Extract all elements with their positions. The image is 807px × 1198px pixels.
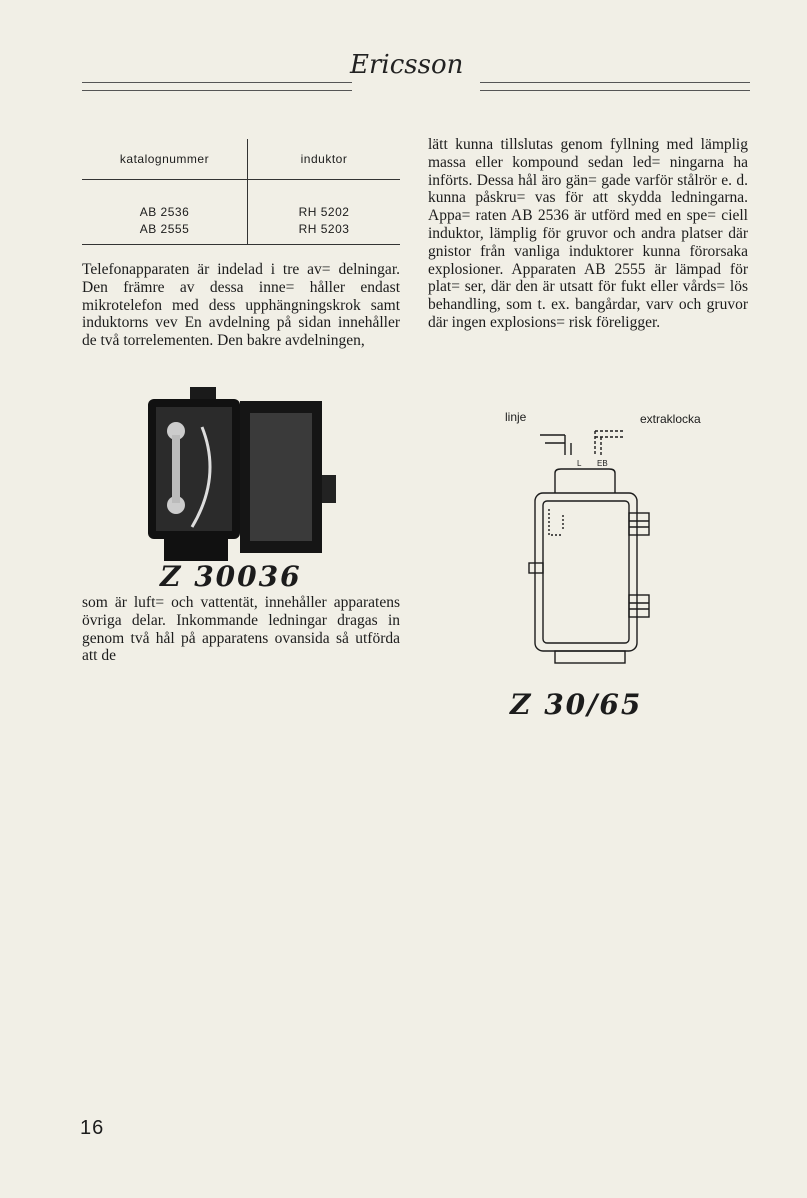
header-rule-left-2 bbox=[82, 90, 352, 91]
table-header-inductor: induktor bbox=[248, 139, 401, 180]
diagram-reference-code: Z 30/65 bbox=[510, 688, 643, 721]
catalog-table bbox=[82, 139, 400, 245]
table-header-catalog-number: katalognummer bbox=[82, 139, 248, 180]
table-cell: RH 5202 bbox=[298, 205, 350, 219]
table-cell: AB 2536 bbox=[82, 180, 248, 222]
terminal-l: L bbox=[577, 459, 582, 468]
header-rule-right-2 bbox=[480, 90, 750, 91]
body-paragraph-left-1: Telefonapparaten är indelad i tre av= delningar. Den främre av dessa inne= håller endast mikrotelefon med dess upphängningskrok samt induktorns vev En avdelning på sidan innehåller de två torrelementen. Den bakre avdelningen, bbox=[82, 261, 400, 350]
table-cell: AB 2555 bbox=[82, 221, 248, 245]
table-row bbox=[82, 221, 400, 245]
telephone-photo bbox=[142, 387, 342, 565]
header-rule-right bbox=[480, 82, 750, 83]
label-line: linje bbox=[505, 410, 527, 424]
terminal-eb: EB bbox=[597, 459, 608, 468]
ericsson-logo: Ericsson bbox=[350, 50, 464, 80]
photo-reference-code: Z 30036 bbox=[160, 560, 302, 593]
label-extra-bell: extraklocka bbox=[640, 412, 701, 426]
header-rule-left bbox=[82, 82, 352, 83]
page-number: 16 bbox=[80, 1117, 105, 1139]
body-paragraph-left-2: som är luft= och vattentät, innehåller apparatens övriga delar. Inkommande ledningar dragas in genom två hål på apparatens ovansida så utförda att de bbox=[82, 594, 400, 665]
body-paragraph-right: lätt kunna tillslutas genom fyllning med lämplig massa eller kompound sedan led= ningarna ha införts. Dessa hål äro gän= gade varför stålrör e. d. kunna påskru= vas för att skydda ledningarna. Appa= raten AB 2536 är utförd med en spe= ciell induktor, lämplig för gruvor och andra platser där gnistor från vanliga induktorer kunna förorsaka explosioner. Apparaten AB 2555 är lämpad för plat= ser, där den är utsatt för fukt eller vårds= lös behandling, som t. ex. bangårdar, varv och gruvor där ingen explosions= risk föreligger. bbox=[428, 136, 748, 331]
wiring-diagram-graphic bbox=[505, 405, 755, 675]
wiring-diagram bbox=[505, 405, 755, 675]
table-cell: RH 5203 bbox=[298, 222, 350, 236]
table-row bbox=[82, 180, 400, 222]
